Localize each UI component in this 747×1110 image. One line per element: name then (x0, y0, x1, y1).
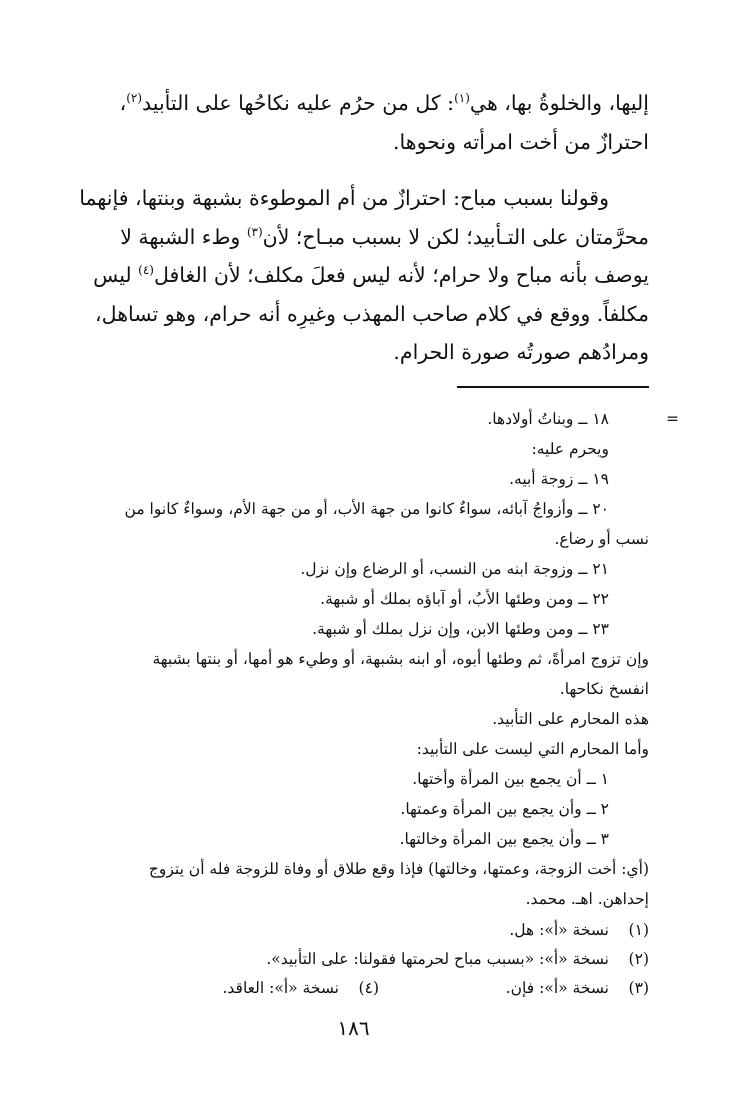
text-line: ومرادُهم صورتُه صورة الحرام. (393, 340, 649, 364)
page-number: ١٨٦ (337, 1016, 370, 1040)
text-line (58, 218, 649, 257)
text-line: احترازٌ من أخت امرأته ونحوها. (393, 129, 649, 154)
continued-note (58, 404, 679, 914)
note-line: هذه المحارم على التأبيد. (492, 710, 649, 728)
note-line: ١٩ ــ زوجة أبيه. (509, 470, 609, 488)
footnote-number: (٢) (628, 950, 649, 968)
main-text (58, 84, 649, 372)
footnote-number: (١) (628, 921, 649, 939)
text-span: : كل من حرُم عليه نكاحُها على التأبيد (142, 91, 455, 115)
footnote-ref-4: (٤) (138, 263, 154, 277)
paragraph-2 (58, 179, 649, 372)
footnote-number: (٣) (628, 979, 649, 997)
footnotes (58, 916, 649, 1003)
footnote-2 (58, 945, 649, 974)
note-line: ٢٢ ــ ومن وطئها الأبُ، أو آباؤه بملك أو شبهة. (320, 590, 609, 608)
continuation-mark: = (666, 410, 679, 428)
note-text: ١٨ ــ وبناتُ أولادها. (487, 410, 609, 428)
note-line: ٣ ــ وأن يجمع بين المرأة وخالتها. (399, 830, 609, 848)
note-line (58, 404, 679, 434)
footnote-number: (٤) (358, 979, 379, 997)
note-line: ١ ــ أن يجمع بين المرأة وأختها. (412, 770, 609, 788)
footnote-3-4 (58, 974, 649, 1003)
footnote-text: نسخة «أ»: فإن. (505, 979, 609, 997)
note-line: وأما المحارم التي ليست على التأبيد: (416, 740, 649, 758)
text-span: ليس (93, 263, 139, 287)
note-line: وإن تزوج امرأةً، ثم وطئها أبوه، أو ابنه بشبهة، أو وطيء هو أمها، أو بنتها بشبهة (152, 650, 649, 668)
note-line: انفسخ نكاحها. (559, 680, 649, 698)
footnote-ref-3: (٣) (246, 224, 263, 239)
footnote-separator (457, 386, 649, 388)
footnote-ref-2: (٢) (126, 91, 143, 105)
text-line: مكلفاً. ووقع في كلام صاحب المهذب وغيرِه أنه حرام، وهو تساهل، (95, 301, 649, 326)
book-page (58, 0, 679, 1110)
text-line (58, 84, 649, 123)
note-line: ٢٣ ــ ومن وطئها الابن، وإن نزل بملك أو شبهة. (312, 620, 609, 638)
note-line: (أي: أخت الزوجة، وعمتها، وخالتها) فإذا وقع طلاق أو وفاة للزوجة فله أن يتزوج (148, 860, 649, 878)
footnote-1 (58, 916, 649, 945)
text-span: إليها، والخلوةُ بها، هي (469, 91, 649, 115)
text-span: محرَّمتان على التـأبيد؛ لكن لا بسبب مبـاح؛ لأن (262, 224, 649, 249)
note-line: ٢٠ ــ وأزواجُ آبائه، سواءٌ كانوا من جهة الأب، أو من جهة الأم، وسواءٌ كانوا من (124, 500, 609, 518)
footnote-text: نسخة «أ»: العاقد. (222, 979, 339, 997)
note-line: ٢ ــ وأن يجمع بين المرأة وعمتها. (400, 800, 609, 818)
footnote-text: نسخة «أ»: «بسبب مباح لحرمتها فقولنا: على التأبيد». (266, 950, 609, 968)
text-line: وقولنا بسبب مباح: احترازٌ من أم الموطوءة بشبهة وبنتها، فإنهما (79, 186, 609, 210)
footnote-3 (379, 974, 649, 1003)
note-line: نسب أو رضاع. (554, 530, 649, 548)
note-line: ٢١ ــ وزوجة ابنه من النسب، أو الرضاع وإن نزل. (300, 560, 609, 578)
footnote-ref-1: (١) (454, 91, 470, 105)
footnote-4 (222, 974, 379, 1003)
note-line: إحداهن. اهـ. محمد. (525, 890, 649, 908)
text-span: وطء الشبهة لا (120, 224, 247, 249)
text-line (58, 256, 649, 295)
note-line: ويحرم عليه: (531, 440, 609, 458)
paragraph-1 (58, 84, 649, 161)
footnote-text: نسخة «أ»: هل. (509, 921, 609, 939)
text-span: ، (119, 91, 127, 115)
text-span: يوصف بأنه مباح ولا حرام؛ لأنه ليس فعلَ مكلف؛ لأن الغافل (153, 263, 649, 287)
